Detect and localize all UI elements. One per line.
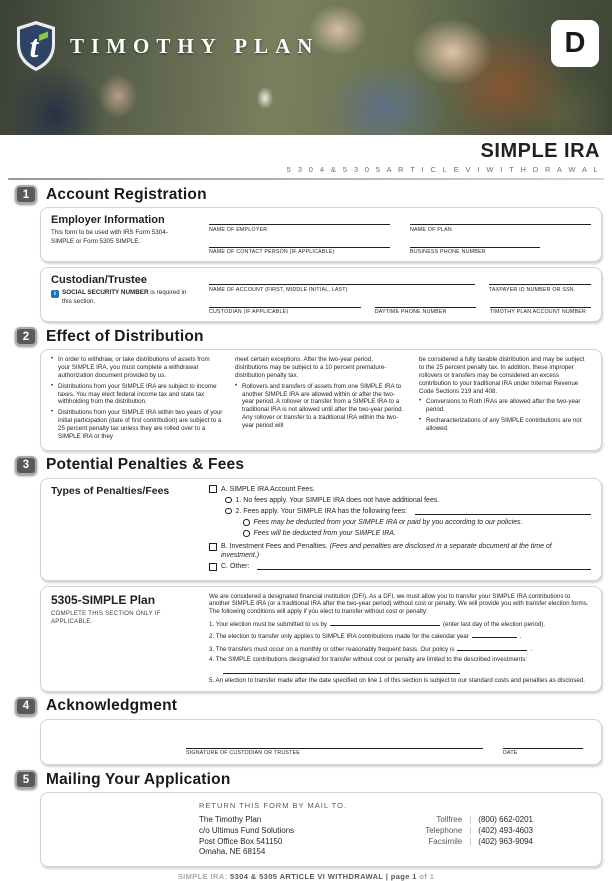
daytime-phone-input[interactable] <box>375 297 476 308</box>
section-3-title: Potential Penalties & Fees <box>46 456 245 474</box>
penalties-box-label: Types of Penalties/Fees <box>51 484 170 497</box>
section-4-number-badge: 4 <box>15 697 37 716</box>
custodian-name-label: CUSTODIAN (IF APPLICABLE) <box>209 309 289 315</box>
account-name-field <box>209 274 475 293</box>
effect-bullet: • Recharacterizations of any SIMPLE contributions are not allowed. <box>419 417 591 433</box>
effect-bullet: • Rollovers and transfers of assets from one SIMPLE IRA to another SIMPLE IRA are allowed within or after the two-year period. A rollover or transfer from a SIMPLE IRA to a traditional IRA is not allowed until after the two-year period. Any rollover or transfer to a traditional IRA within the two-year period will <box>235 383 407 430</box>
condition-3-suffix: . <box>530 645 533 653</box>
date-input[interactable] <box>503 738 583 749</box>
section-1-header <box>15 185 602 204</box>
footer-doc-type: SIMPLE IRA: <box>177 872 231 881</box>
option-b-text: B. Investment Fees and Penalties. <box>221 543 328 551</box>
taxpayer-id-input[interactable] <box>489 274 591 285</box>
contact-person-label: NAME OF CONTACT PERSON (IF APPLICABLE) <box>209 249 335 255</box>
phone-row-tollfree <box>404 815 533 826</box>
employer-name-field <box>209 214 390 233</box>
option-b-row <box>209 542 591 560</box>
address-line: c/o Ultimus Fund Solutions <box>199 825 295 835</box>
custodian-trustee-box <box>40 267 602 322</box>
custodian-note-strong: SOCIAL SECURITY NUMBER <box>62 289 149 296</box>
brand-name: TIMOTHY PLAN <box>70 33 320 58</box>
address-line: The Timothy Plan <box>199 815 262 824</box>
section-3-number-badge: 3 <box>15 456 37 475</box>
option-a1-label: 1. No fees apply. Your SIMPLE IRA does not have additional fees. <box>235 496 440 504</box>
radio-option-a1[interactable] <box>225 497 232 504</box>
phone-separator: | <box>469 825 472 835</box>
phone-value: (800) 662-0201 <box>478 815 533 824</box>
plan-condition-2 <box>209 631 591 641</box>
option-b-label <box>221 542 591 560</box>
option-b-note: (Fees and penalties are disclosed in a separate document at the time of investment.) <box>221 543 552 560</box>
header-photo-banner <box>0 0 612 135</box>
section-5-header <box>15 770 602 789</box>
option-c-row <box>209 562 591 571</box>
employer-info-intro <box>51 214 189 255</box>
section-5-title: Mailing Your Application <box>46 770 231 788</box>
option-c-label: C. Other: <box>221 563 250 571</box>
section-1-title: Account Registration <box>46 185 207 203</box>
plan-5305-intro-text: We are considered a designated financial institution (DFI). As a DFI, we must allow you to transfer your SIMPLE IRA contributions to another SIMPLE IRA (or a traditional IRA after the two-year period) without cost or penalty. We will provide you with transfer election forms. The following conditions will apply if you elect to transfer without cost or penalty: <box>209 592 589 616</box>
effect-continuation: meet certain exceptions. After the two-year period, distributions may be subject to a 10 percent premature-distribution penalty tax. <box>235 356 387 379</box>
effect-bullet: • In order to withdraw, or take distributions of assets from your SIMPLE IRA, you must complete a withdrawal authorization document provided by us. <box>51 356 223 380</box>
signature-label: SIGNATURE OF CUSTODIAN OR TRUSTEE <box>186 750 301 756</box>
radio-option-a2b[interactable] <box>243 530 250 537</box>
phone-value: (402) 963-9094 <box>478 836 533 846</box>
condition-2-suffix: . <box>519 633 522 641</box>
option-a-row <box>209 485 591 494</box>
option-a2a-label: Fees may be deducted from your SIMPLE IRA or paid by you according to our policies. <box>253 519 523 527</box>
daytime-phone-field <box>375 297 476 316</box>
svg-text:t: t <box>29 28 39 64</box>
return-instruction: RETURN THIS FORM BY MAIL TO. <box>199 801 348 810</box>
page-footer <box>0 872 612 881</box>
daytime-phone-label: DAYTIME PHONE NUMBER <box>374 309 447 315</box>
section-4-header <box>15 697 602 716</box>
condition-4-text: 4. The SIMPLE contributions designated for transfer without cost or penalty are limited to the described investments: <box>209 656 528 664</box>
section-2-number-badge: 2 <box>15 327 37 346</box>
employer-name-label: NAME OF EMPLOYER <box>209 226 268 233</box>
option-a1-row <box>225 496 591 505</box>
plan-5305-box <box>40 586 602 692</box>
phone-separator: | <box>469 815 472 824</box>
condition-2-year-input[interactable] <box>472 631 517 638</box>
phone-separator: | <box>469 836 472 846</box>
custodian-name-input[interactable] <box>209 297 361 308</box>
phone-label: Telephone <box>425 825 463 835</box>
phone-label: Facsimile <box>428 836 463 846</box>
custodian-name-field <box>209 297 361 316</box>
condition-4-investments-input[interactable] <box>223 666 460 674</box>
section-2-title: Effect of Distribution <box>46 327 204 345</box>
option-a-label: A. SIMPLE IRA Account Fees. <box>221 485 315 493</box>
plan-condition-1 <box>209 619 591 629</box>
checkbox-option-a[interactable] <box>209 485 217 493</box>
phone-row-telephone <box>404 826 533 837</box>
account-name-label: NAME OF ACCOUNT (FIRST, MIDDLE INITIAL, LAST) <box>209 286 348 293</box>
document-subtitle: 5 3 0 4 & 5 3 0 5 A R T I C L E V I W I T H D R A W A L <box>286 165 600 174</box>
custodian-note-rest: is required in this section. <box>62 289 187 305</box>
option-a2-fees-input[interactable] <box>415 507 591 515</box>
condition-1-suffix: (enter last day of the election period). <box>442 620 546 628</box>
effect-column-1 <box>51 356 223 444</box>
employer-info-note: This form to be used with IRS Form 5304-SIMPLE or Form 5305 SIMPLE. <box>51 229 168 245</box>
business-phone-input[interactable] <box>410 237 540 248</box>
phone-list <box>404 815 533 847</box>
effect-bullet: • Distributions from your SIMPLE IRA are subject to income taxes. You may elect federal income tax and state tax withholding from the distribution. <box>51 383 223 407</box>
employer-info-heading: Employer Information <box>51 214 165 226</box>
tp-account-number-field <box>490 297 591 316</box>
footer-page-total: of 1 <box>419 872 435 881</box>
plan-name-input[interactable] <box>410 214 591 225</box>
condition-1-text: 1. Your election must be submitted to us by <box>209 620 327 628</box>
condition-2-text: 2. The election to transfer only applies to SIMPLE IRA contributions made for the calendar year <box>209 633 469 641</box>
phone-row-facsimile <box>404 837 533 848</box>
option-a2b-row <box>243 529 591 538</box>
mailing-address <box>199 815 294 858</box>
effect-column-2 <box>235 356 407 444</box>
phone-label: Tollfree <box>436 815 463 824</box>
plan-5305-intro-left <box>51 593 191 685</box>
plan-name-label: NAME OF PLAN <box>410 226 452 233</box>
section-2-header <box>15 327 602 346</box>
date-label: DATE <box>503 750 518 756</box>
section-1-number-badge: 1 <box>15 185 37 204</box>
info-icon: i <box>51 290 59 298</box>
form-letter-badge: D <box>551 20 599 67</box>
document-title-block <box>0 135 612 174</box>
plan-condition-5: 5. An election to transfer made after the date specified on line 1 of this section is subject to our standard costs and penalties as disclosed. <box>209 676 585 684</box>
condition-3-policy-input[interactable] <box>457 644 527 651</box>
tp-account-number-input[interactable] <box>490 297 591 308</box>
effect-bullet: • Conversions to Roth IRAs are allowed after the two-year period. <box>419 398 591 414</box>
option-c-other-input[interactable] <box>257 562 591 570</box>
address-line: Omaha, NE 68154 <box>199 847 266 857</box>
employer-name-input[interactable] <box>209 214 390 225</box>
business-phone-field <box>410 237 540 256</box>
signature-field <box>186 738 483 757</box>
timothy-plan-logo <box>14 20 319 72</box>
taxpayer-id-field <box>489 274 591 293</box>
checkbox-option-b[interactable] <box>209 543 217 551</box>
plan-condition-3 <box>209 644 591 654</box>
contact-person-input[interactable] <box>209 237 390 248</box>
effect-continuation: be considered a fully taxable distribution and may be subject to the 25 percent penalty tax. In addition, these improper rollovers or transfers may be considered an excess contribution to your traditional IRA under Internal Revenue Code Sections 219 and 408. <box>419 356 585 395</box>
address-line: Post Office Box 541150 <box>199 836 283 846</box>
footer-doc-name: 5304 & 5305 ARTICLE VI WITHDRAWAL | page 1 <box>230 872 420 881</box>
effect-of-distribution-box <box>40 349 602 451</box>
section-3-header <box>15 456 602 475</box>
phone-value: (402) 493-4603 <box>478 825 533 835</box>
condition-3-text: 3. The transfers must occur on a monthly or other reasonably frequent basis. Our policy is <box>209 645 455 653</box>
tp-account-number-label: TIMOTHY PLAN ACCOUNT NUMBER <box>489 309 587 315</box>
taxpayer-id-label: TAXPAYER ID NUMBER OR SSN <box>488 286 574 293</box>
custodian-heading: Custodian/Trustee <box>51 274 147 286</box>
account-name-input[interactable] <box>209 274 475 285</box>
option-a2a-row <box>243 518 591 527</box>
radio-option-a2[interactable] <box>225 508 232 515</box>
section-4-title: Acknowledgment <box>46 697 178 714</box>
signature-input[interactable] <box>186 738 483 749</box>
section-5-number-badge: 5 <box>15 770 37 789</box>
acknowledgment-box <box>40 719 602 766</box>
plan-5305-subnote: COMPLETE THIS SECTION ONLY IF APPLICABLE. <box>51 610 161 625</box>
business-phone-label: BUSINESS PHONE NUMBER <box>410 249 486 255</box>
shield-logo-icon <box>14 20 58 72</box>
effect-bullet: • Distributions from your SIMPLE IRA within two years of your initial participation (date of first contribution) are subject to a 25 percent penalty tax unless they are rolled over to a SIMPLE IRA or they <box>51 409 223 441</box>
radio-option-a2a[interactable] <box>243 519 250 526</box>
condition-1-date-input[interactable] <box>330 619 440 626</box>
checkbox-option-c[interactable] <box>209 563 217 571</box>
mailing-box <box>40 792 602 867</box>
effect-column-3 <box>419 356 591 444</box>
title-divider <box>8 178 604 180</box>
plan-condition-4 <box>209 656 591 674</box>
contact-person-field <box>209 237 390 256</box>
option-a2-label: 2. Fees apply. Your SIMPLE IRA has the following fees: <box>235 507 407 515</box>
plan-name-field <box>410 214 591 233</box>
option-a2b-label: Fees will be deducted from your SIMPLE IRA. <box>253 530 396 538</box>
employer-information-box <box>40 207 602 262</box>
date-field <box>503 738 583 757</box>
custodian-note <box>62 289 189 306</box>
document-title: SIMPLE IRA <box>480 140 600 162</box>
plan-5305-heading: 5305-SIMPLE Plan <box>51 592 156 607</box>
custodian-intro <box>51 274 189 315</box>
penalties-fees-box <box>40 478 602 581</box>
option-a2-row <box>225 507 591 516</box>
